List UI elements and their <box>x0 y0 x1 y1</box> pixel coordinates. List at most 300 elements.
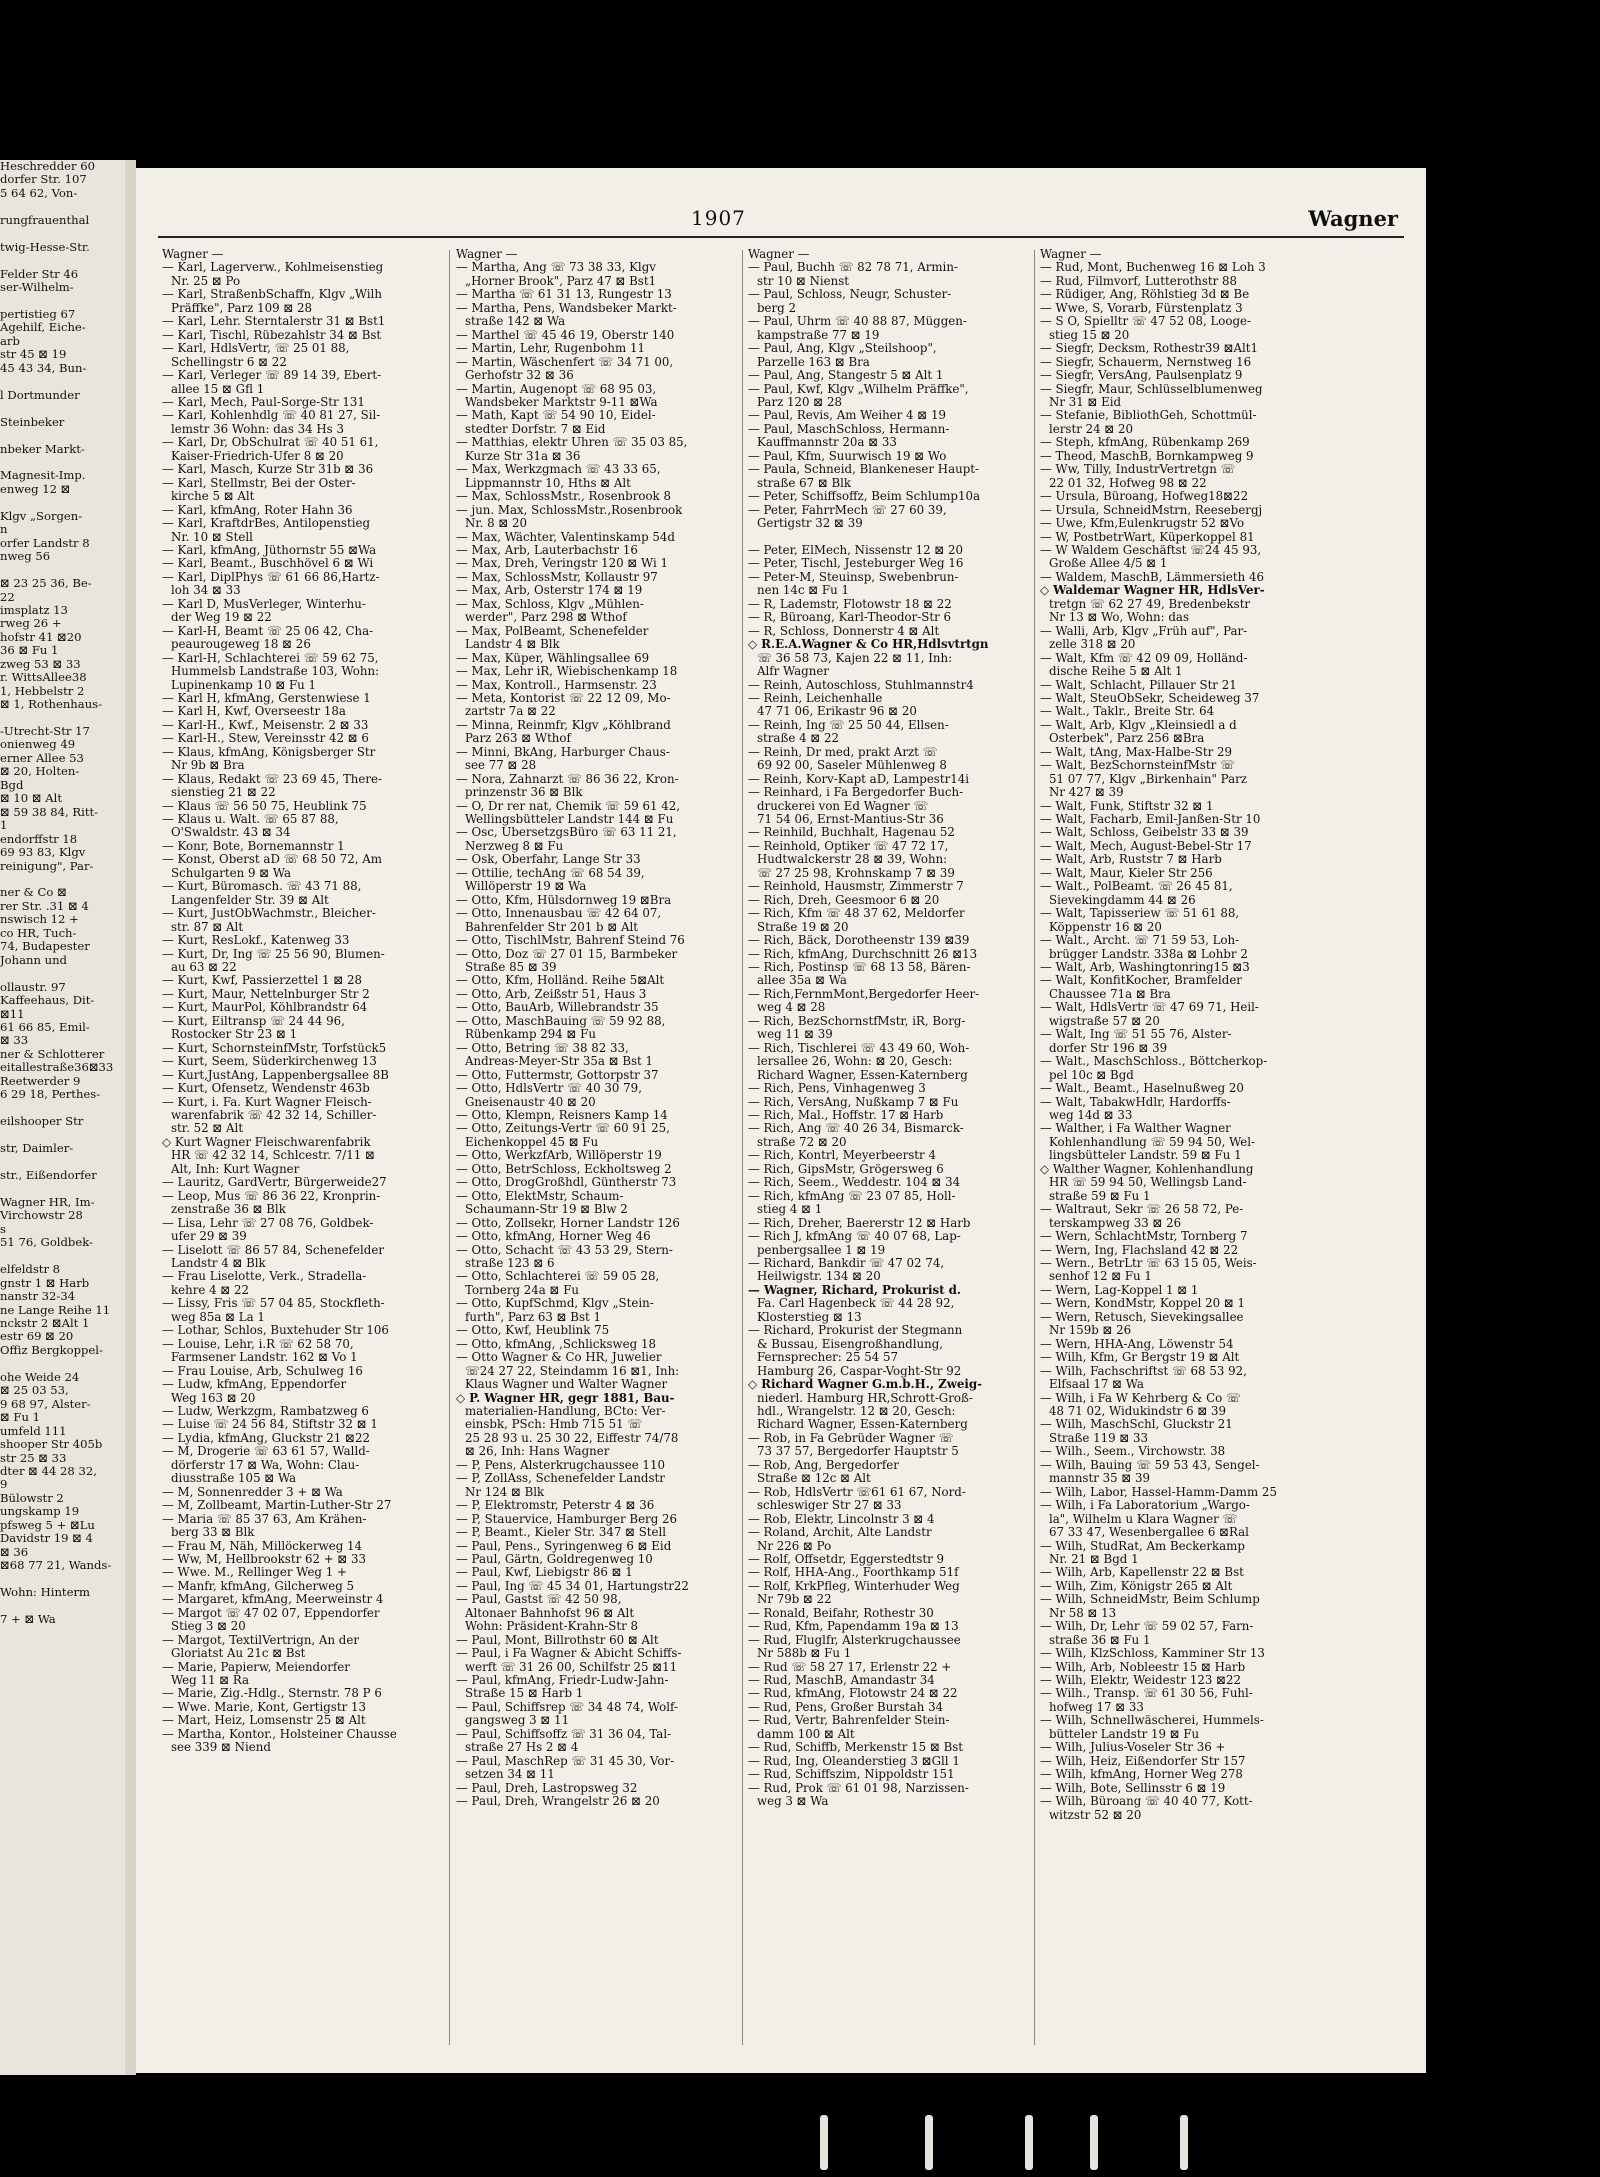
directory-line: — R, Lademstr, Flotowstr 18 ⊠ 22 <box>748 597 952 611</box>
directory-line: — Rolf, KrkPfleg, Winterhuder Weg <box>748 1579 960 1593</box>
directory-line: hofstr 41 ⊠20 <box>0 629 82 644</box>
directory-line: Kauffmannstr 20a ⊠ 33 <box>757 436 897 450</box>
directory-line: — Wilh, Kfm, Gr Bergstr 19 ⊠ Alt <box>1040 1351 1240 1365</box>
directory-line: — Ottilie, techAng ☏ 68 54 39, <box>456 866 645 880</box>
directory-line: — Wilh, Arb, Kapellenstr 22 ⊠ Bst <box>1040 1566 1244 1580</box>
directory-line: — Kurt, Ofensetz, Wendenstr 463b <box>162 1082 370 1096</box>
directory-line: — Reinh, Leichenhalle <box>748 691 883 705</box>
directory-line: — Wilh, i Fa W Kehrberg & Co ☏ <box>1040 1391 1241 1405</box>
directory-line: str. 87 ⊠ Alt <box>171 920 244 934</box>
directory-line: — Martin, Wäschenfert ☏ 34 71 00, <box>456 355 674 369</box>
directory-line: Bahrenfelder Str 201 b ⊠ Alt <box>465 920 639 934</box>
directory-line <box>0 496 125 509</box>
directory-line: — Karl, Masch, Kurze Str 31b ⊠ 36 <box>162 463 374 477</box>
directory-line: — Wilh., Seem., Virchowstr. 38 <box>1040 1445 1226 1459</box>
directory-line: tretgn ☏ 62 27 49, Bredenbekstr <box>1049 597 1251 611</box>
directory-line: — Otto, BauArb, Willebrandstr 35 <box>456 1001 659 1015</box>
directory-line: — Steph, kfmAng, Rübenkamp 269 <box>1040 436 1250 450</box>
directory-line: — Karl-H., Stew, Vereinsstr 42 ⊠ 6 <box>162 732 369 746</box>
directory-line: — Luise ☏ 24 56 84, Stiftstr 32 ⊠ 1 <box>162 1418 378 1432</box>
directory-line: Bgd <box>0 777 24 792</box>
directory-line: 22 01 32, Hofweg 98 ⊠ 22 <box>1049 476 1207 490</box>
directory-line: — Paul, Schiffsrep ☏ 34 48 74, Wolf- <box>456 1700 678 1714</box>
directory-line <box>0 712 125 725</box>
directory-line <box>0 1129 125 1142</box>
directory-line: — Walt, Ing ☏ 51 55 76, Alster- <box>1040 1028 1232 1042</box>
directory-line: Nr 159b ⊠ 26 <box>1049 1324 1132 1338</box>
directory-line: — Martha ☏ 61 31 13, Rungestr 13 <box>456 288 672 302</box>
directory-line: 69 92 00, Saseler Mühlenweg 8 <box>757 759 947 773</box>
directory-line: ner & Co ⊠ <box>0 885 67 900</box>
directory-line: — Kurt, i. Fa. Kurt Wagner Fleisch- <box>162 1095 372 1109</box>
directory-line: — Kurt, ResLokf., Katenweg 33 <box>162 934 350 948</box>
directory-line: r. WittsAllee38 <box>0 670 87 685</box>
directory-line: Wagner — <box>456 248 518 261</box>
directory-line: dische Reihe 5 ⊠ Alt 1 <box>1049 665 1183 679</box>
directory-line: bütteler Landstr 19 ⊠ Fu <box>1049 1727 1200 1741</box>
directory-line: — Rich, Bäck, Dorotheenstr 139 ⊠39 <box>748 934 970 948</box>
directory-line: — Rud, Filmvorf, Lutterothstr 88 <box>1040 274 1238 288</box>
directory-line: endorffstr 18 <box>0 831 78 846</box>
directory-line: — Karl, Lagerverw., Kohlmeisenstieg <box>162 261 384 275</box>
directory-line: — Max, Dreh, Veringstr 120 ⊠ Wi 1 <box>456 557 668 571</box>
directory-line: — Martha, Pens, Wandsbeker Markt- <box>456 301 677 315</box>
directory-line: 47 71 06, Erikastr 96 ⊠ 20 <box>757 705 917 719</box>
directory-line: — M, Drogerie ☏ 63 61 57, Walld- <box>162 1445 370 1459</box>
directory-line: straße 142 ⊠ Wa <box>465 315 566 329</box>
directory-line: Lupinenkamp 10 ⊠ Fu 1 <box>171 678 317 692</box>
directory-line: — Rich, Seem., Weddestr. 104 ⊠ 34 <box>748 1176 961 1190</box>
directory-line: ⊠ 10 ⊠ Alt <box>0 791 62 806</box>
directory-line: — Karl, KraftdrBes, Antilopenstieg <box>162 517 371 531</box>
directory-line: — Paul, Buchh ☏ 82 78 71, Armin- <box>748 261 958 275</box>
directory-line: la", Wilhelm u Klara Wagner ☏ <box>1049 1512 1238 1526</box>
directory-line <box>0 564 125 577</box>
directory-line: weg 14d ⊠ 33 <box>1049 1109 1133 1122</box>
directory-line: ner & Schlotterer <box>0 1046 105 1061</box>
directory-line: Fernsprecher: 25 54 57 <box>757 1351 899 1365</box>
directory-line: weg 85a ⊠ La 1 <box>171 1310 265 1324</box>
directory-line: straße 123 ⊠ 6 <box>465 1256 555 1270</box>
directory-line: lingsbütteler Landstr. 59 ⊠ Fu 1 <box>1049 1149 1242 1163</box>
directory-line: dorfer Str 196 ⊠ 39 <box>1049 1041 1168 1055</box>
directory-line: — Paul, Dreh, Lastropsweg 32 <box>456 1781 638 1795</box>
directory-line: pel 10c ⊠ Bgd <box>1049 1068 1134 1082</box>
directory-line: — Karl, Verleger ☏ 89 14 39, Ebert- <box>162 369 382 383</box>
directory-line: — Wilh, Elektr, Weidestr 123 ⊠22 <box>1040 1674 1242 1688</box>
directory-line: — Kurt, Eiltransp ☏ 24 44 96, <box>162 1014 345 1028</box>
directory-line: — Rich, Postinsp ☏ 68 13 58, Bären- <box>748 961 971 975</box>
directory-line: — Peter, FahrrMech ☏ 27 60 39, <box>748 503 947 517</box>
directory-line: — Ursula, Büroang, Hofweg18⊠22 <box>1040 490 1249 504</box>
directory-line: — Walt., PolBeamt. ☏ 26 45 81, <box>1040 880 1233 894</box>
directory-line: — Ww, Tilly, IndustrVertretgn ☏ <box>1040 463 1236 477</box>
directory-line: der Weg 19 ⊠ 22 <box>171 611 272 625</box>
directory-line: Nr. 10 ⊠ Stell <box>171 530 253 544</box>
directory-line: — Karl-H., Kwf., Meisenstr. 2 ⊠ 33 <box>162 718 369 732</box>
directory-line: — Osc, ÜbersetzgsBüro ☏ 63 11 21, <box>456 826 677 840</box>
directory-line: — Walt, Funk, Stiftstr 32 ⊠ 1 <box>1040 799 1214 813</box>
directory-line: erner Allee 53 <box>0 750 84 765</box>
directory-line: Kurze Str 31a ⊠ 36 <box>465 449 581 463</box>
directory-line: — Kurt, Seem, Süderkirchenweg 13 <box>162 1055 377 1069</box>
directory-line: — Walt, Facharb, Emil-Janßen-Str 10 <box>1040 813 1261 827</box>
directory-line: — Rud, kfmAng, Flotowstr 24 ⊠ 22 <box>748 1687 958 1701</box>
directory-line: Heschredder 60 <box>0 160 95 173</box>
directory-line: — Liselott ☏ 86 57 84, Schenefelder <box>162 1243 384 1257</box>
directory-line: — Rud, Schiffb, Merkenstr 15 ⊠ Bst <box>748 1741 964 1755</box>
directory-line: Richard Wagner, Essen-Katernberg <box>757 1068 968 1082</box>
directory-line: — Minna, Reinmfr, Klgv „Köhlbrand <box>456 718 671 732</box>
directory-line: — Rob, in Fa Gebrüder Wagner ☏ <box>748 1431 954 1445</box>
directory-line: — Walt, BezSchornsteinfMstr ☏ <box>1040 759 1235 773</box>
column-3 <box>748 248 1028 2048</box>
directory-line: elfeldstr 8 <box>0 1262 61 1277</box>
directory-line: — Otto, Futtermstr, Gottorpstr 37 <box>456 1068 659 1082</box>
directory-line: — Rich, Kfm ☏ 48 37 62, Meldorfer <box>748 907 965 921</box>
directory-line: mannstr 35 ⊠ 39 <box>1049 1472 1151 1486</box>
directory-line: ne Lange Reihe 11 <box>0 1302 111 1317</box>
directory-line: — Marie, Zig.-Hdlg., Sternstr. 78 P 6 <box>162 1687 382 1701</box>
directory-line: — Otto, Zollsekr, Horner Landstr 126 <box>456 1216 680 1230</box>
directory-line: — Waldem, MaschB, Lämmersieth 46 <box>1040 570 1264 584</box>
directory-line: — Walt, Schlacht, Pillauer Str 21 <box>1040 678 1237 692</box>
directory-line: ⊠ 26, Inh: Hans Wagner <box>465 1445 610 1459</box>
directory-line: — Peter-M, Steuinsp, Swebenbrun- <box>748 570 959 584</box>
directory-line: — Rud, Kfm, Papendamm 19a ⊠ 13 <box>748 1620 959 1634</box>
directory-line: — Rud, Vertr, Bahrenfelder Stein- <box>748 1714 950 1728</box>
directory-line <box>0 402 125 415</box>
directory-line: Lippmannstr 10, Hths ⊠ Alt <box>465 476 631 490</box>
directory-line: — Lydia, kfmAng, Gluckstr 21 ⊠22 <box>162 1431 370 1445</box>
directory-line: — Marie, Papierw, Meiendorfer <box>162 1660 350 1674</box>
directory-line: — Rich, VersAng, Nußkamp 7 ⊠ Fu <box>748 1095 959 1109</box>
directory-line: — Wilh, Julius-Voseler Str 36 + <box>1040 1741 1226 1755</box>
directory-line: straße 4 ⊠ 22 <box>757 732 839 746</box>
directory-line: — Walt, tAng, Max-Halbe-Str 29 <box>1040 745 1232 759</box>
directory-line: brügger Landstr. 338a ⊠ Lohbr 2 <box>1049 947 1248 961</box>
directory-line: — Wilh, i Fa Laboratorium „Wargo- <box>1040 1499 1250 1513</box>
directory-line <box>0 1573 125 1586</box>
directory-line: — Ursula, SchneidMstrn, Reesebergj <box>1040 503 1263 517</box>
directory-line: — S O, Spielltr ☏ 47 52 08, Looge- <box>1040 315 1252 329</box>
directory-line: — Karl-H, Schlachterei ☏ 59 62 75, <box>162 651 379 665</box>
directory-line: — Walt, Mech, August-Bebel-Str 17 <box>1040 839 1252 853</box>
directory-line: kampstraße 77 ⊠ 19 <box>757 328 880 342</box>
directory-line: rweg 26 + <box>0 616 62 631</box>
directory-line: — Roland, Archit, Alte Landstr <box>748 1526 932 1540</box>
directory-line: Felder Str 46 <box>0 266 79 281</box>
directory-line: Sievekingdamm 44 ⊠ 26 <box>1049 893 1196 907</box>
directory-line: — jun. Max, SchlossMstr.,Rosenbrook <box>456 503 683 517</box>
directory-line: — Paula, Schneid, Blankeneser Haupt- <box>748 463 979 477</box>
directory-line: Köppenstr 16 ⊠ 20 <box>1049 920 1162 934</box>
directory-line: — Walt, Schloss, Geibelstr 33 ⊠ 39 <box>1040 826 1249 840</box>
directory-line: 1, Hebbelstr 2 <box>0 683 85 698</box>
directory-line: straße 59 ⊠ Fu 1 <box>1049 1189 1151 1203</box>
directory-line: nckstr 2 ⊠Alt 1 <box>0 1315 90 1330</box>
directory-line: — Otto, DrogGroßhdl, Güntherstr 73 <box>456 1176 677 1190</box>
directory-line: — Richard, Bankdir ☏ 47 02 74, <box>748 1256 945 1270</box>
directory-line: gangsweg 3 ⊠ 11 <box>465 1714 570 1728</box>
directory-line: ⊠ 25 03 53, <box>0 1383 69 1398</box>
directory-line: Parz 263 ⊠ Wthof <box>465 732 571 746</box>
directory-line: ohe Weide 24 <box>0 1369 80 1384</box>
directory-line: Farmsener Landstr. 162 ⊠ Vo 1 <box>171 1351 358 1365</box>
directory-line: — Walt, HdlsVertr ☏ 47 69 71, Heil- <box>1040 1001 1259 1015</box>
directory-line: senhof 12 ⊠ Fu 1 <box>1049 1270 1152 1284</box>
directory-line: Parzelle 163 ⊠ Bra <box>757 355 870 369</box>
directory-line: — Martin, Lehr, Rugenbohm 11 <box>456 342 645 356</box>
directory-line: — Paul, Mont, Billrothstr 60 ⊠ Alt <box>456 1633 659 1647</box>
directory-line: 69 93 83, Klgv <box>0 845 86 860</box>
directory-line: — Otto, Klempn, Reisners Kamp 14 <box>456 1109 668 1122</box>
directory-line: — Reinh, Dr med, prakt Arzt ☏ <box>748 745 938 759</box>
previous-page-strip <box>0 160 125 2075</box>
directory-line: — Wwe. Marie, Kont, Gertigstr 13 <box>162 1700 366 1714</box>
directory-line: — Klaus u. Walt. ☏ 65 87 88, <box>162 813 339 827</box>
directory-line: Präffke", Parz 109 ⊠ 28 <box>171 301 313 315</box>
directory-line: — Rich,FernmMont,Bergedorfer Heer- <box>748 987 980 1001</box>
directory-line: straße 27 Hs 2 ⊠ 4 <box>465 1741 579 1755</box>
directory-line: — Rob, Elektr, Lincolnstr 3 ⊠ 4 <box>748 1512 935 1526</box>
directory-line: — Walli, Arb, Klgv „Früh auf", Par- <box>1040 624 1248 638</box>
directory-line: 36 ⊠ Fu 1 <box>0 643 59 658</box>
directory-line: — Paul, Schloss, Neugr, Schuster- <box>748 288 952 302</box>
directory-line: — Paul, Gastst ☏ 42 50 98, <box>456 1593 622 1607</box>
directory-line: — P, ZollAss, Schenefelder Landstr <box>456 1472 665 1486</box>
directory-line: — Kurt,JustAng, Lappenbergsallee 8B <box>162 1068 389 1082</box>
directory-line: setzen 34 ⊠ 11 <box>465 1768 555 1782</box>
directory-line: — Karl, kfmAng, Jüthornstr 55 ⊠Wa <box>162 543 377 557</box>
directory-line: — Paul, Kwf, Liebigstr 86 ⊠ 1 <box>456 1566 633 1580</box>
directory-line: — Reinhard, i Fa Bergedorfer Buch- <box>748 786 964 800</box>
directory-line: imsplatz 13 <box>0 602 68 617</box>
directory-line: — Kurt, MaurPol, Köhlbrandstr 64 <box>162 1001 368 1015</box>
directory-line: — Karl, DiplPhys ☏ 61 66 86,Hartz- <box>162 570 380 584</box>
column-4 <box>1040 248 1320 2048</box>
directory-line: ☏ 36 58 73, Kajen 22 ⊠ 11, Inh: <box>757 651 953 665</box>
directory-line: — P, Elektromstr, Peterstr 4 ⊠ 36 <box>456 1499 655 1513</box>
directory-line: — Paul, Uhrm ☏ 40 88 87, Müggen- <box>748 315 967 329</box>
directory-line <box>748 531 1028 544</box>
directory-line <box>0 1182 125 1195</box>
directory-line: zweg 53 ⊠ 33 <box>0 656 81 671</box>
directory-line: 67 33 47, Wesenbergallee 6 ⊠Ral <box>1049 1526 1249 1540</box>
directory-line: Steinbeker <box>0 414 65 429</box>
directory-line: ufer 29 ⊠ 39 <box>171 1230 247 1244</box>
directory-line: — Margot ☏ 47 02 07, Eppendorfer <box>162 1606 380 1620</box>
directory-line: — Wern, Ing, Flachsland 42 ⊠ 22 <box>1040 1243 1239 1257</box>
directory-line: — Rich, GipsMstr, Grögersweg 6 <box>748 1162 944 1176</box>
directory-line: — Louise, Lehr, i.R ☏ 62 58 70, <box>162 1337 354 1351</box>
directory-line: schleswiger Str 27 ⊠ 33 <box>757 1499 902 1513</box>
directory-line: Nr 13 ⊠ Wo, Wohn: das <box>1049 611 1190 625</box>
directory-line: — Margaret, kfmAng, Meerweinstr 4 <box>162 1593 384 1607</box>
directory-line: 25 28 93 u. 25 30 22, Eiffestr 74/78 <box>465 1431 679 1445</box>
directory-line: — Otto, Doz ☏ 27 01 15, Barmbeker <box>456 947 678 961</box>
directory-line: Stieg 3 ⊠ 20 <box>171 1620 246 1634</box>
directory-line: — Ludw, Werkzgm, Rambatzweg 6 <box>162 1404 369 1418</box>
directory-line: — Rud, MaschB, Amandastr 34 <box>748 1674 935 1688</box>
directory-line: nweg 56 <box>0 549 51 564</box>
directory-line: — Paul, Kfm, Suurwisch 19 ⊠ Wo <box>748 449 947 463</box>
directory-line: — P, Pens, Alsterkrugchaussee 110 <box>456 1458 665 1472</box>
directory-line: — Walt, Tapisseriew ☏ 51 61 88, <box>1040 907 1240 921</box>
directory-line: 51 76, Goldbek- <box>0 1235 93 1250</box>
column-2 <box>456 248 736 2048</box>
directory-line <box>0 873 125 886</box>
directory-line: Wandsbeker Marktstr 9-11 ⊠Wa <box>465 395 658 409</box>
directory-line: hdl., Wrangelstr. 12 ⊠ 20, Gesch: <box>757 1404 956 1418</box>
directory-line: — Wilh, kfmAng, Horner Weg 278 <box>1040 1768 1243 1782</box>
page-number: 1907 <box>691 206 746 230</box>
directory-line: — Wilh, Dr, Lehr ☏ 59 02 57, Farn- <box>1040 1620 1254 1634</box>
directory-line: ⊠ 36 <box>0 1544 29 1559</box>
directory-line: — Rolf, Offsetdr, Eggerstedtstr 9 <box>748 1552 945 1566</box>
directory-line: Fa. Carl Hagenbeck ☏ 44 28 92, <box>757 1297 955 1311</box>
directory-line: — Max, PolBeamt, Schenefelder <box>456 624 649 638</box>
directory-line: Kohlenhandlung ☏ 59 94 50, Wel- <box>1049 1135 1256 1149</box>
directory-line: — Walt., Archt. ☏ 71 59 53, Loh- <box>1040 934 1240 948</box>
directory-line: ollaustr. 97 <box>0 979 66 994</box>
directory-line: 74, Budapester <box>0 939 90 954</box>
directory-line: — Stefanie, BibliothGeh, Schottmül- <box>1040 409 1257 423</box>
directory-line: penbergsallee 1 ⊠ 19 <box>757 1243 886 1257</box>
directory-line: — Osk, Oberfahr, Lange Str 33 <box>456 853 641 867</box>
directory-line: stieg 4 ⊠ 1 <box>757 1203 823 1217</box>
directory-line: str, Daimler- <box>0 1141 74 1156</box>
directory-line: nanstr 32-34 <box>0 1289 76 1304</box>
directory-line: — Klaus, kfmAng, Königsberger Str <box>162 745 376 759</box>
directory-line: — Lothar, Schlos, Buxtehuder Str 106 <box>162 1324 389 1338</box>
directory-line: niederl. Hamburg HR,Schrott-Groß- <box>757 1391 973 1405</box>
directory-line: Parz 120 ⊠ 28 <box>757 395 842 409</box>
scan-film-marks <box>820 2115 1200 2175</box>
directory-line: — Richard, Prokurist der Stegmann <box>748 1324 963 1338</box>
directory-line: — Reinhold, Hausmstr, Zimmerstr 7 <box>748 880 964 894</box>
directory-line: — Wilh, StudRat, Am Beckerkamp <box>1040 1539 1245 1553</box>
directory-line: — Rud ☏ 58 27 17, Erlenstr 22 + <box>748 1660 952 1674</box>
directory-line: straße 72 ⊠ 20 <box>757 1135 847 1149</box>
directory-line: Willöperstr 19 ⊠ Wa <box>465 880 587 894</box>
directory-line: Wohn: Hinterm <box>0 1585 90 1600</box>
header-rule <box>158 236 1404 238</box>
directory-line: nswisch 12 + <box>0 912 79 927</box>
directory-line: stedter Dorfstr. 7 ⊠ Eid <box>465 422 606 436</box>
directory-line: Gloriatst Au 21c ⊠ Bst <box>171 1647 306 1661</box>
directory-line: Rübenkamp 294 ⊠ Fu <box>465 1028 596 1042</box>
directory-line: — Otto, Arb, Zeißstr 51, Haus 3 <box>456 987 647 1001</box>
directory-line: diusstraße 105 ⊠ Wa <box>171 1472 297 1486</box>
directory-line: Andreas-Meyer-Str 35a ⊠ Bst 1 <box>465 1055 654 1069</box>
directory-line: — Paul, Dreh, Wrangelstr 26 ⊠ 20 <box>456 1795 660 1809</box>
directory-line: Gneisenaustr 40 ⊠ 20 <box>465 1095 596 1109</box>
directory-line: 48 71 02, Widukindstr 6 ⊠ 39 <box>1049 1404 1227 1418</box>
directory-line: — Walt, Arb, Washingtonring15 ⊠3 <box>1040 961 1250 975</box>
directory-line: — Wilh, SchneidMstr, Beim Schlump <box>1040 1593 1260 1607</box>
directory-line: — Wern., BetrLtr ☏ 63 15 05, Weis- <box>1040 1256 1257 1270</box>
directory-line: 7 + ⊠ Wa <box>0 1611 56 1626</box>
directory-line: — Siegfr, Decksm, Rothestr39 ⊠Alt1 <box>1040 342 1259 356</box>
directory-line: ◇ P. Wagner HR, gegr 1881, Bau- <box>456 1391 675 1405</box>
directory-line: — Max, SchlossMstr, Kollaustr 97 <box>456 570 658 584</box>
directory-line: 51 07 77, Klgv „Birkenhain" Parz <box>1049 772 1247 786</box>
directory-line: — Walt, Arb, Klgv „Kleinsiedl a d <box>1040 718 1237 732</box>
directory-line: enweg 12 ⊠ <box>0 481 71 496</box>
directory-line: ⊠68 77 21, Wands- <box>0 1558 112 1573</box>
directory-line: — Kurt, JustObWachmstr., Bleicher- <box>162 907 376 921</box>
directory-line: — Walt, Kfm ☏ 42 09 09, Holländ- <box>1040 651 1248 665</box>
directory-line: materialien-Handlung, BCto: Ver- <box>465 1404 666 1418</box>
directory-line: Nr. 21 ⊠ Bgd 1 <box>1049 1552 1139 1566</box>
running-head <box>136 206 1426 236</box>
directory-line: Nr 79b ⊠ 22 <box>757 1593 832 1607</box>
directory-line: — Paul, Pens., Syringenweg 6 ⊠ Eid <box>456 1539 672 1553</box>
directory-line: — P, Beamt., Kieler Str. 347 ⊠ Stell <box>456 1526 667 1540</box>
directory-line: — Reinh, Autoschloss, Stuhlmannstr4 <box>748 678 974 692</box>
directory-line: — Otto, kfmAng, Horner Weg 46 <box>456 1230 651 1244</box>
directory-line: — Nora, Zahnarzt ☏ 86 36 22, Kron- <box>456 772 679 786</box>
directory-line: shooper Str 405b <box>0 1437 103 1452</box>
directory-line: lemstr 36 Wohn: das 34 Hs 3 <box>171 422 344 436</box>
directory-line: HR ☏ 59 94 50, Wellingsb Land- <box>1049 1176 1247 1190</box>
directory-line: — Peter, ElMech, Nissenstr 12 ⊠ 20 <box>748 543 964 557</box>
directory-line: Agehilf, Eiche- <box>0 320 86 335</box>
directory-line: Weg 11 ⊠ Ra <box>171 1674 250 1688</box>
directory-line: — Paul, i Fa Wagner & Abicht Schiffs- <box>456 1647 682 1661</box>
directory-line: — Rob, HdlsVertr ☏61 61 67, Nord- <box>748 1485 966 1499</box>
directory-line: — Max, Werkzgmach ☏ 43 33 65, <box>456 463 661 477</box>
directory-line: — Paul, Revis, Am Weiher 4 ⊠ 19 <box>748 409 946 423</box>
directory-line: Alfr Wagner <box>757 665 829 679</box>
directory-line: Alt, Inh: Kurt Wagner <box>171 1162 300 1176</box>
directory-line: — Rolf, HHA-Ang., Foorthkamp 51f <box>748 1566 959 1580</box>
directory-line: — Rud, Ing, Oleanderstieg 3 ⊠Gll 1 <box>748 1754 960 1768</box>
directory-line: 22 <box>0 589 15 604</box>
directory-line: zenstraße 36 ⊠ Blk <box>171 1203 286 1217</box>
directory-line: — Reinh, Korv-Kapt aD, Lampestr14i <box>748 772 970 786</box>
directory-line <box>0 1599 125 1612</box>
directory-line: Weg 163 ⊠ 20 <box>171 1391 256 1405</box>
directory-line: ◇ Walther Wagner, Kohlenhandlung <box>1040 1162 1254 1176</box>
directory-line: HR ☏ 42 32 14, Schlcestr. 7/11 ⊠ <box>171 1149 375 1163</box>
film-mark <box>1180 2115 1188 2170</box>
directory-line: — O, Dr rer nat, Chemik ☏ 59 61 42, <box>456 799 681 813</box>
directory-line: onienweg 49 <box>0 737 76 752</box>
directory-line: Hamburg 26, Caspar-Voght-Str 92 <box>757 1364 962 1378</box>
directory-line: Hummelsb Landstraße 103, Wohn: <box>171 665 380 679</box>
directory-line: Wellingsbütteler Landstr 144 ⊠ Fu <box>465 813 674 827</box>
column-divider <box>449 250 450 2045</box>
directory-line: ⊠ 59 38 84, Ritt- <box>0 804 99 819</box>
directory-line: Schaumann-Str 19 ⊠ Blw 2 <box>465 1203 628 1217</box>
directory-line: — Reinhild, Buchhalt, Hagenau 52 <box>748 826 955 840</box>
directory-line: s <box>0 1221 6 1236</box>
column-divider <box>1034 250 1035 2045</box>
directory-line: furth", Parz 63 ⊠ Bst 1 <box>465 1310 602 1324</box>
directory-line: — Rud, Fluglfr, Alsterkrugchaussee <box>748 1633 961 1647</box>
directory-line: — Wwe, S, Vorarb, Fürstenplatz 3 <box>1040 301 1243 315</box>
directory-line: Nr 588b ⊠ Fu 1 <box>757 1647 852 1661</box>
directory-line: Schulgarten 9 ⊠ Wa <box>171 866 291 880</box>
directory-line: — Otto, Kfm, Hülsdornweg 19 ⊠Bra <box>456 893 672 907</box>
directory-line: str 45 ⊠ 19 <box>0 347 67 362</box>
directory-line: — Lissy, Fris ☏ 57 04 85, Stockfleth- <box>162 1297 385 1311</box>
directory-line: 45 43 34, Bun- <box>0 360 87 375</box>
directory-line: — Margot, TextilVertrign, An der <box>162 1633 359 1647</box>
directory-line: Gerhofstr 32 ⊠ 36 <box>465 369 574 383</box>
